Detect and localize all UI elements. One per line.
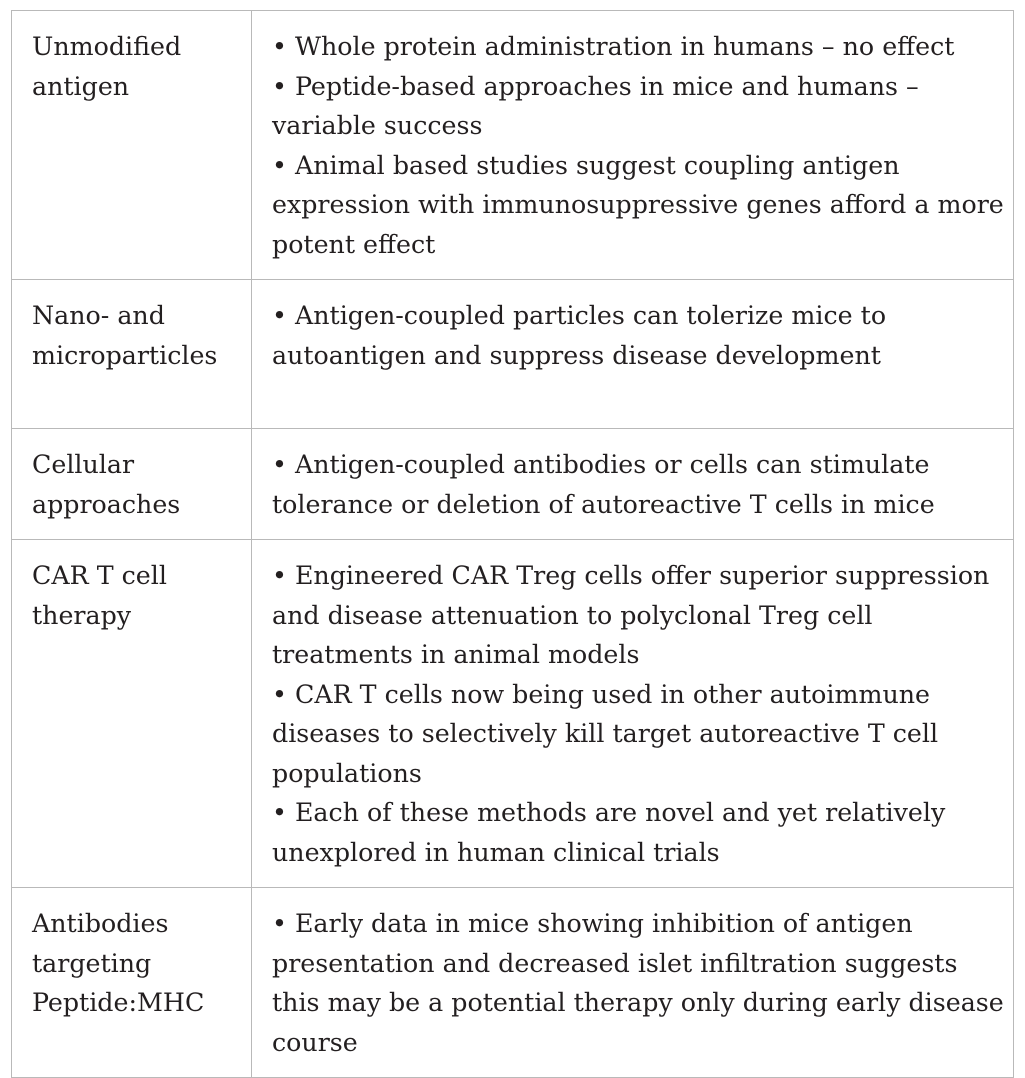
note-bullet: • CAR T cells now being used in other autoimmune diseases to selectively kill target autoreactive T cell populations [272,679,939,788]
approach-notes [252,540,1014,888]
note-bullet: • Early data in mice showing inhibition of antigen presentation and decreased islet infiltration suggests this may be a potential therapy only during early disease course [272,909,1004,1057]
note-bullet: • Animal based studies suggest coupling antigen expression with immunosuppressive genes afford a more potent effect [272,150,1004,259]
table-row [12,429,1014,540]
note-bullet: • Antigen-coupled particles can tolerize mice to autoantigen and suppress disease development [272,301,887,370]
approach-label-text: Cellular approaches [32,450,181,519]
approach-label [12,888,252,1078]
table-row [12,280,1014,429]
note-bullet: • Whole protein administration in humans – no effect [272,32,955,61]
approach-label [12,11,252,280]
approach-notes [252,888,1014,1078]
approaches-table [11,10,1014,1078]
approach-label-text: CAR T cell therapy [32,561,167,630]
note-bullet: • Each of these methods are novel and yet relatively unexplored in human clinical trials [272,798,946,867]
approach-notes [252,280,1014,429]
approach-label-text: Nano- and microparticles [32,301,218,370]
note-bullet: • Peptide-based approaches in mice and humans – variable success [272,71,919,140]
note-bullet: • Antigen-coupled antibodies or cells can stimulate tolerance or deletion of autoreactive T cells in mice [272,450,935,519]
approach-label [12,540,252,888]
note-bullet: • Engineered CAR Treg cells offer superior suppression and disease attenuation to polyclonal Treg cell treatments in animal models [272,561,990,669]
approach-notes [252,429,1014,540]
approach-label [12,280,252,429]
approach-notes [252,11,1014,280]
approach-label-text: Antibodies targeting Peptide:MHC [32,909,205,1017]
table-row [12,540,1014,888]
table-row [12,888,1014,1078]
approach-label-text: Unmodified antigen [32,32,182,101]
summary-table-container [11,10,1014,1078]
approach-label [12,429,252,540]
table-row [12,11,1014,280]
